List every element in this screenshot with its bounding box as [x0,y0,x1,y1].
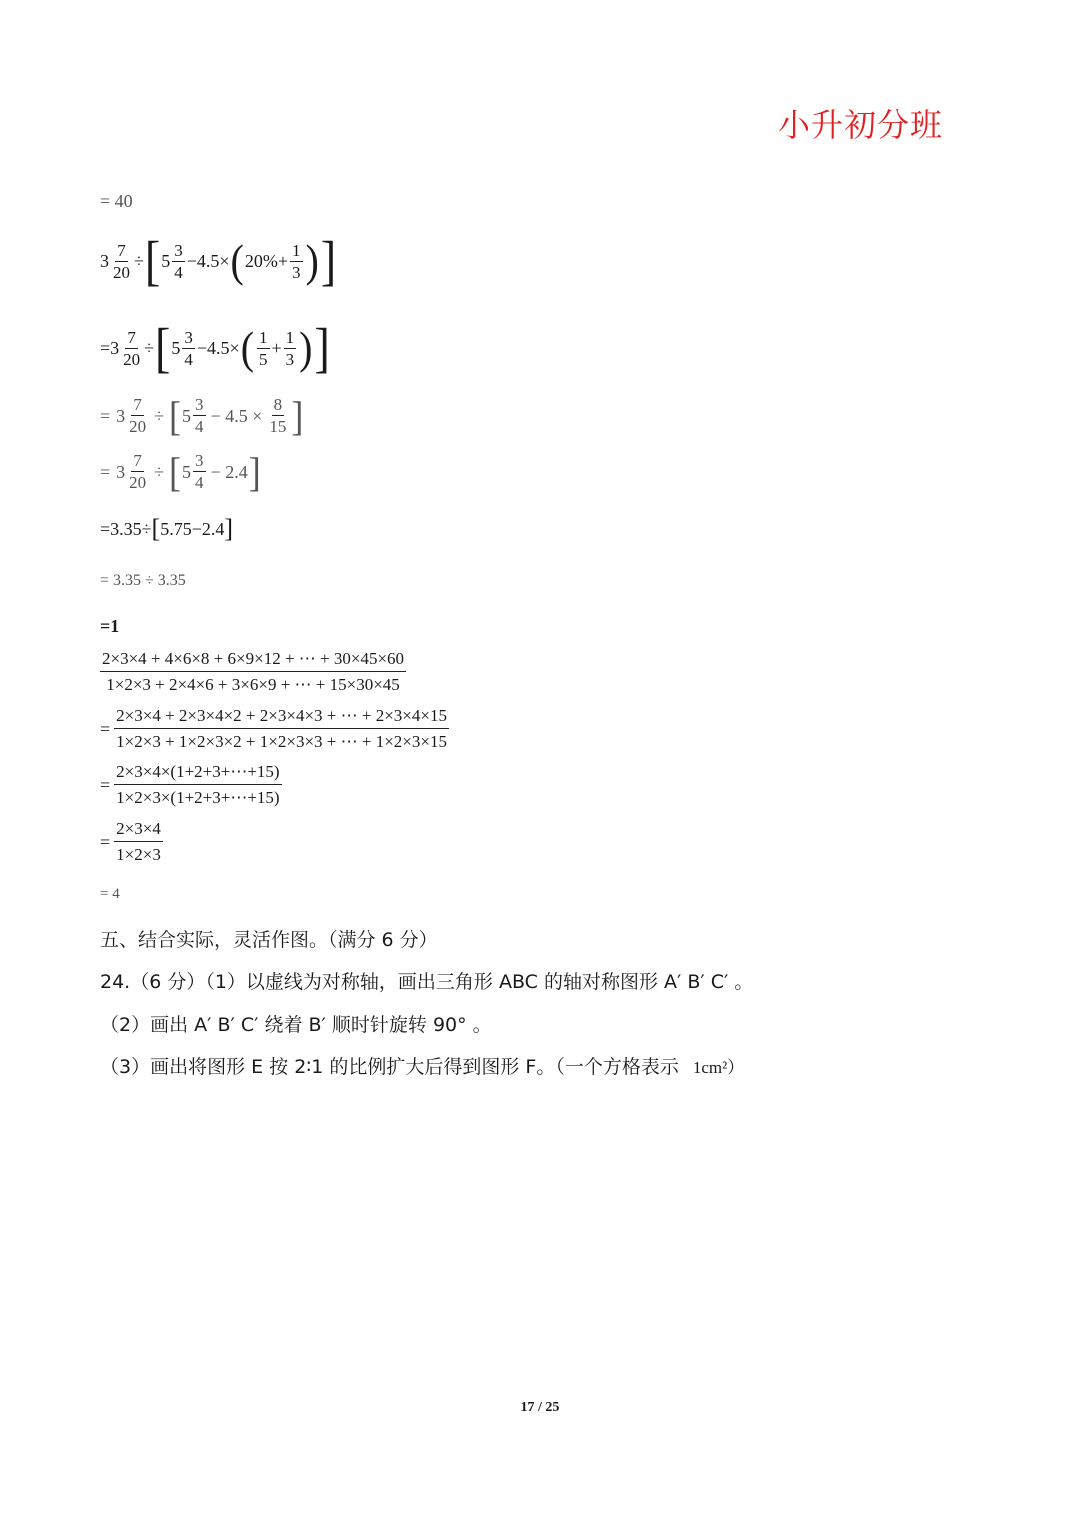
whole: 5 [182,405,192,426]
section-heading: 五、结合实际，灵活作图。（满分 6 分） [100,929,438,951]
left-bracket: [ [155,316,171,378]
right-bracket: ] [320,229,337,291]
fraction: $\frac{3}{4}$ [195,395,204,436]
fraction: $\frac{3}{4}$ [195,451,204,492]
right-bracket: ] [224,514,234,543]
fraction: $\frac{2\times 3\times 4\times(1+2+3+\cdots+15)}{1\times 2\times 3\times(1+2+3+\cdots+15)}$ [116,762,280,807]
math-expr-7: = 3.35 ÷ 3.35 [100,572,186,589]
fraction: $\frac{7}{20}$ [129,395,147,436]
page-number: 17 / 25 [520,1400,560,1415]
whole: 3 [100,251,109,271]
fraction: $\frac{1}{5}$ [259,327,268,369]
right-paren: ) [305,234,319,287]
right-bracket: ] [291,392,304,439]
equals: = [100,774,111,795]
whole: 5 [161,251,171,271]
fraction: $\frac{2\times 3\times 4}{1\times 2\times 3}$ [116,819,161,864]
equals: = [100,461,111,482]
left-paren: ( [240,321,255,374]
math-expr-4 [100,392,304,439]
equals: = [100,405,111,426]
question-24-part-2: （2）画出 A′ B′ C′ 绕着 B′ 顺时针旋转 90° 。 [100,1014,492,1036]
left-bracket: [ [144,229,161,291]
math-expr-3 [100,316,331,378]
equals: = [100,338,111,358]
operator: ÷ [144,338,155,358]
whole: 3 [116,405,126,426]
fraction: $\frac{3}{4}$ [174,240,183,282]
term: 5.75−2.4 [160,519,225,539]
fraction: $\frac{7}{20}$ [123,327,141,369]
math-expr-8: =1 [100,616,120,636]
equals: = [100,718,111,739]
question-24-part-3 [100,1052,744,1079]
operator: + [271,338,282,358]
operator: −4.5× [196,338,240,358]
fraction: $\frac{1}{3}$ [292,240,301,282]
unit-text: 1cm²） [692,1058,745,1077]
fraction: $\frac{7}{20}$ [113,240,130,282]
fraction: $\frac{3}{4}$ [184,327,193,369]
question-text: （3）画出将图形 E 按 2∶1 的比例扩大后得到图形 F。（一个方格表示 [100,1056,679,1078]
math-expr-12 [100,820,163,863]
right-paren: ) [299,321,313,374]
term: 20%+ [244,251,289,271]
math-expr-9 [100,650,406,693]
math-expr-2 [100,229,337,291]
math-line-1: = 40 [100,191,133,211]
term: =3.35÷ [100,519,152,539]
right-bracket: ] [248,448,261,495]
operator: ÷ [154,405,165,426]
left-paren: ( [230,234,244,287]
math-expr-6 [100,516,233,542]
fraction: $\frac{7}{20}$ [129,451,147,492]
operator: − 4.5 × [210,405,263,426]
whole: 5 [182,461,192,482]
operator: ÷ [134,251,144,271]
question-24-part-1: 24.（6 分）（1）以虚线为对称轴，画出三角形 ABC 的轴对称图形 A′ B′ C′ 。 [100,971,754,993]
math-expr-11 [100,763,282,806]
math-expr-10 [100,707,449,750]
operator: −4.5× [186,251,230,271]
whole: 3 [116,461,126,482]
fraction: $\frac{8}{15}$ [269,395,287,436]
header-title: 小升初分班 [778,106,944,144]
right-bracket: ] [314,316,330,378]
math-expr-5 [100,448,262,495]
left-bracket: [ [169,448,182,495]
left-bracket: [ [169,392,182,439]
fraction: $\frac{2\times 3\times 4 + 2\times 3\times 4\times 2 + 2\times 3\times 4\times 3 + \cdots + 2\times 3\times 4\times 15}{1\times 2\times 3 + 1\times 2\times 3\times 2 + 1\times 2\times 3\times 3 + \cdots + 1\times 2\times 3\times 15}$ [116,706,447,751]
fraction: $\frac{1}{3}$ [285,327,295,369]
whole: 3 [110,338,120,358]
fraction: $\frac{2\times 3\times 4 + 4\times 6\times 8 + 6\times 9\times 12 + \cdots + 30\times 45\times 60}{1\times 2\times 3 + 2\times 4\times 6 + 3\times 6\times 9 + \cdots + 15\times 30\times 45}$ [102,649,405,694]
operator: ÷ [154,461,165,482]
left-bracket: [ [151,514,161,543]
equals: = [100,831,111,852]
operator: − 2.4 [210,461,248,482]
math-expr-13: = 4 [100,886,120,902]
whole: 5 [171,338,181,358]
